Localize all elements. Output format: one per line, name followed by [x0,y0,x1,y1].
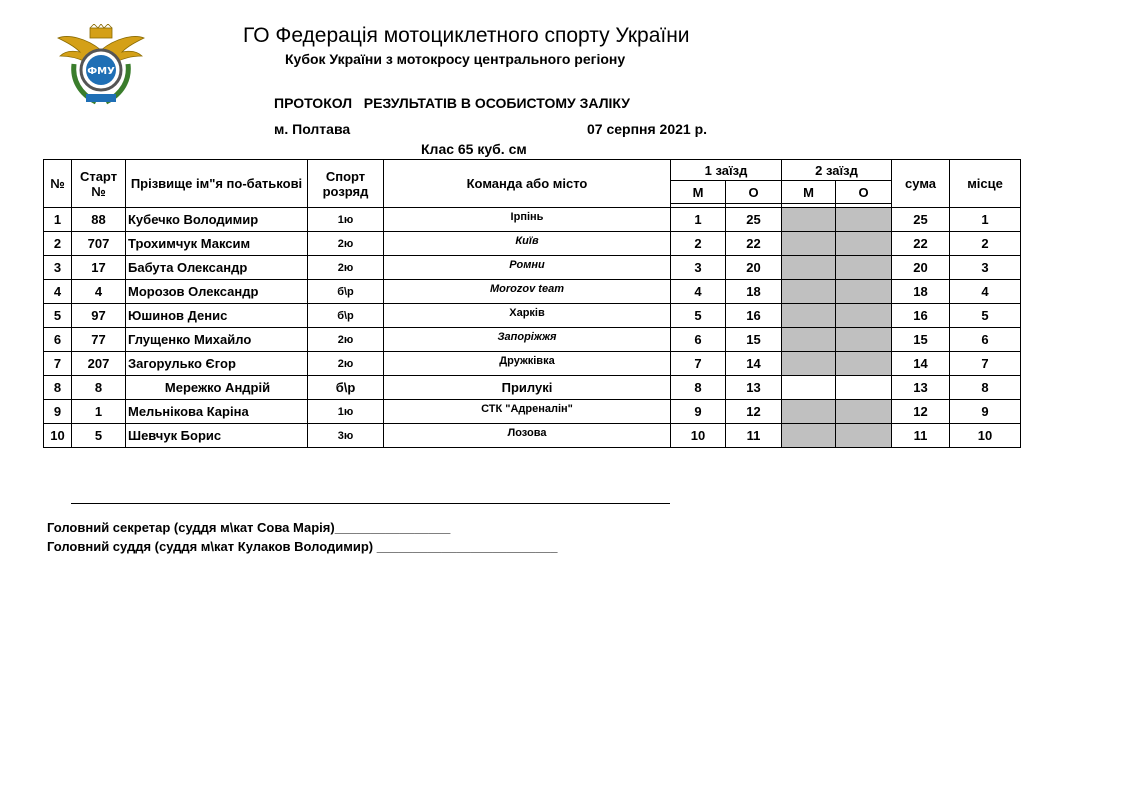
cell-name: Трохимчук Максим [126,232,308,256]
table-row [44,208,1021,232]
cell-num: 1 [44,208,72,232]
cell-name: Мережко Андрій [126,376,308,400]
cell-rank: 2ю [308,232,384,256]
cell-m1: 6 [671,328,726,352]
cell-team: СТК "Адреналін" [384,400,671,424]
cell-num: 10 [44,424,72,448]
cell-num: 9 [44,400,72,424]
cell-m2 [782,400,836,424]
cell-rank: 2ю [308,328,384,352]
cell-o2 [836,376,892,400]
header-start: Старт № [72,160,126,208]
cell-sum: 22 [892,232,950,256]
cell-place: 1 [950,208,1021,232]
cell-o2 [836,424,892,448]
cell-rank: 1ю [308,400,384,424]
cell-rank: б\р [308,280,384,304]
cell-team: Morozov team [384,280,671,304]
cell-team: Київ [384,232,671,256]
cell-team: Ірпінь [384,208,671,232]
cell-name: Загорулько Єгор [126,352,308,376]
cell-start: 707 [72,232,126,256]
cell-m2 [782,208,836,232]
cell-rank: 2ю [308,352,384,376]
cell-m2 [782,256,836,280]
cell-o2 [836,232,892,256]
cell-place: 2 [950,232,1021,256]
header-m1: М [671,181,726,204]
cell-sum: 13 [892,376,950,400]
cell-m2 [782,232,836,256]
cell-m2 [782,328,836,352]
header-o2: О [836,181,892,204]
cell-num: 6 [44,328,72,352]
table-row [44,280,1021,304]
cell-m2 [782,376,836,400]
cell-place: 10 [950,424,1021,448]
cup-title: Кубок України з мотокросу центрального регіону [285,51,626,67]
cell-rank: 2ю [308,256,384,280]
cell-num: 3 [44,256,72,280]
cell-place: 9 [950,400,1021,424]
table-row [44,328,1021,352]
table-row [44,400,1021,424]
header-race2: 2 заїзд [782,160,892,181]
cell-o1: 15 [726,328,782,352]
cell-o1: 22 [726,232,782,256]
cell-team: Лозова [384,424,671,448]
cell-m1: 4 [671,280,726,304]
cell-o2 [836,304,892,328]
cell-m1: 7 [671,352,726,376]
cell-start: 4 [72,280,126,304]
cell-o2 [836,256,892,280]
table-row [44,424,1021,448]
cell-sum: 14 [892,352,950,376]
cell-sum: 16 [892,304,950,328]
cell-o2 [836,208,892,232]
organization-title: ГО Федерація мотоциклетного спорту України [243,24,690,47]
cell-m1: 2 [671,232,726,256]
cell-start: 88 [72,208,126,232]
cell-m2 [782,424,836,448]
cell-sum: 25 [892,208,950,232]
cell-start: 8 [72,376,126,400]
cell-o1: 20 [726,256,782,280]
cell-name: Морозов Олександр [126,280,308,304]
cell-o1: 11 [726,424,782,448]
cell-name: Мельнікова Каріна [126,400,308,424]
protocol-title: ПРОТОКОЛ РЕЗУЛЬТАТІВ В ОСОБИСТОМУ ЗАЛІКУ [274,95,631,111]
cell-name: Бабута Олександр [126,256,308,280]
secretary-signature: Головний секретар (суддя м\кат Сова Марія)________________ [47,520,451,535]
cell-place: 3 [950,256,1021,280]
cell-o1: 13 [726,376,782,400]
header-team: Команда або місто [384,160,671,208]
cell-o1: 25 [726,208,782,232]
cell-place: 4 [950,280,1021,304]
table-row [44,304,1021,328]
cell-rank: 1ю [308,208,384,232]
header-o1: О [726,181,782,204]
cell-num: 4 [44,280,72,304]
cell-m1: 3 [671,256,726,280]
cell-start: 17 [72,256,126,280]
cell-start: 97 [72,304,126,328]
header-name: Прізвище ім"я по-батькові [126,160,308,208]
cell-num: 7 [44,352,72,376]
cell-name: Кубечко Володимир [126,208,308,232]
cell-start: 207 [72,352,126,376]
cell-o2 [836,328,892,352]
cell-m1: 10 [671,424,726,448]
cell-m2 [782,280,836,304]
cell-m1: 9 [671,400,726,424]
table-row [44,232,1021,256]
cell-m1: 5 [671,304,726,328]
cell-num: 5 [44,304,72,328]
cell-sum: 15 [892,328,950,352]
cell-sum: 11 [892,424,950,448]
cell-m1: 8 [671,376,726,400]
cell-sum: 18 [892,280,950,304]
header-rank: Спорт розряд [308,160,384,208]
cell-o1: 14 [726,352,782,376]
event-city: м. Полтава [274,121,351,137]
cell-rank: б\р [308,376,384,400]
header-place: місце [950,160,1021,208]
cell-o2 [836,280,892,304]
event-date: 07 серпня 2021 р. [587,121,708,137]
cell-sum: 20 [892,256,950,280]
cell-sum: 12 [892,400,950,424]
cell-m1: 1 [671,208,726,232]
cell-o1: 16 [726,304,782,328]
cell-m2 [782,304,836,328]
cell-start: 77 [72,328,126,352]
table-row [44,352,1021,376]
signature-divider [71,503,670,504]
race-class: Клас 65 куб. см [421,141,527,157]
federation-logo [56,24,146,108]
cell-rank: б\р [308,304,384,328]
header-num: № [44,160,72,208]
cell-num: 2 [44,232,72,256]
cell-m2 [782,352,836,376]
cell-place: 7 [950,352,1021,376]
table-row [44,376,1021,400]
cell-name: Глущенко Михайло [126,328,308,352]
cell-name: Шевчук Борис [126,424,308,448]
cell-place: 5 [950,304,1021,328]
cell-team: Дружківка [384,352,671,376]
cell-start: 5 [72,424,126,448]
cell-place: 6 [950,328,1021,352]
emblem-icon [56,24,146,108]
cell-o1: 12 [726,400,782,424]
cell-o2 [836,400,892,424]
cell-team: Прилукі [384,376,671,400]
header-sum: сума [892,160,950,208]
table-row [44,256,1021,280]
cell-o1: 18 [726,280,782,304]
cell-num: 8 [44,376,72,400]
results-table [43,159,1021,448]
cell-team: Ромни [384,256,671,280]
logo-text: ФМУ [87,66,115,77]
cell-o2 [836,352,892,376]
judge-signature: Головний суддя (суддя м\кат Кулаков Володимир) _________________________ [47,539,558,554]
header-race1: 1 заїзд [671,160,782,181]
cell-place: 8 [950,376,1021,400]
cell-team: Харків [384,304,671,328]
cell-rank: 3ю [308,424,384,448]
cell-name: Юшинов Денис [126,304,308,328]
cell-team: Запоріжжя [384,328,671,352]
cell-start: 1 [72,400,126,424]
header-m2: М [782,181,836,204]
